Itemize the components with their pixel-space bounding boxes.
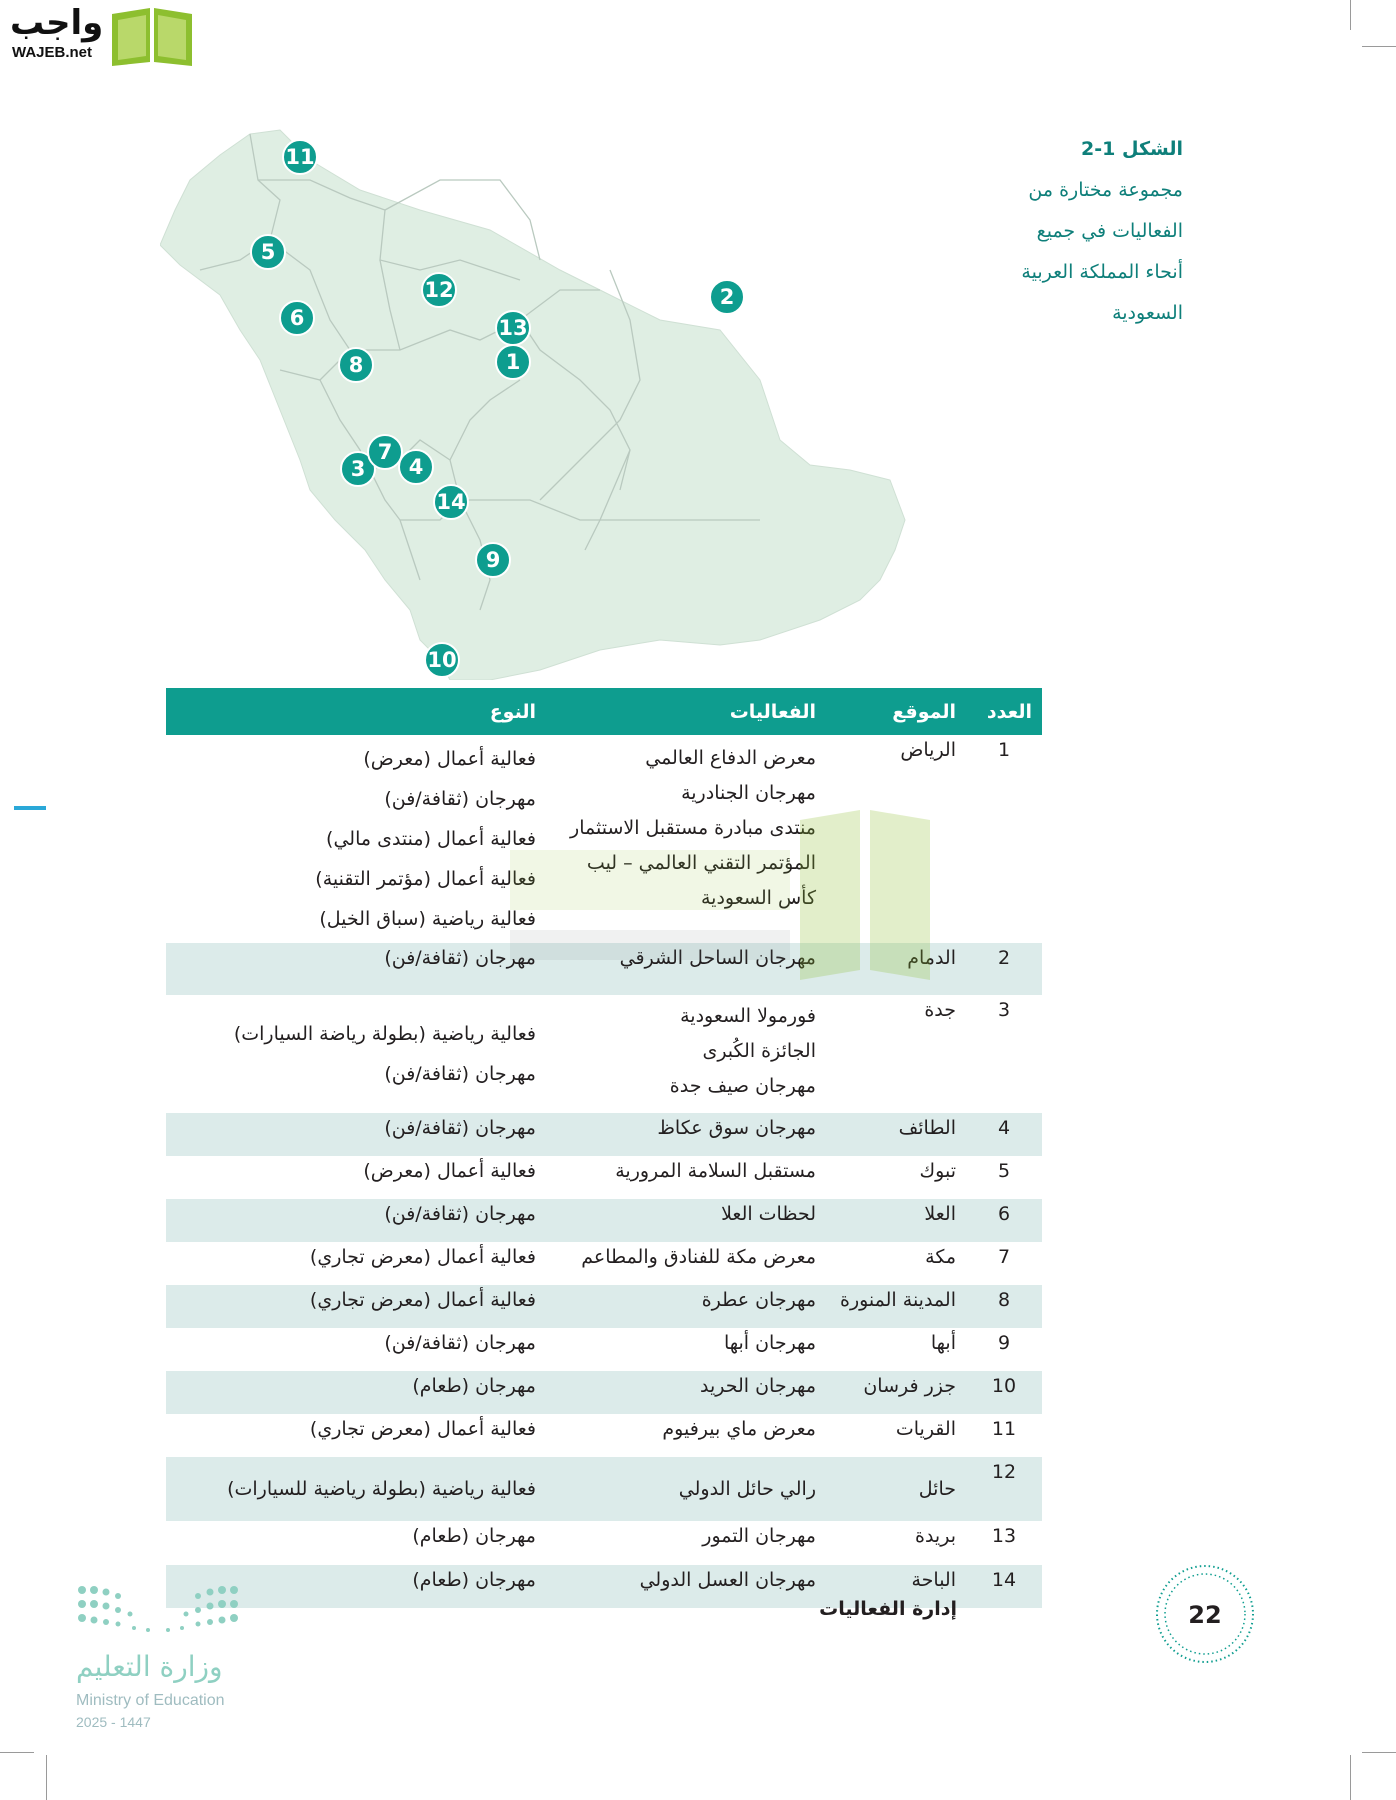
row-activities: مهرجان أبها [723,1332,816,1354]
row-types: مهرجان (طعام) [166,1565,546,1608]
events-table [166,688,1042,1608]
crop-mark [1362,46,1396,47]
row-num: 8 [966,1285,1042,1328]
row-location: أبها [930,1332,956,1354]
row-location: القريات [895,1418,956,1440]
svg-text:13: 13 [498,316,528,340]
table-row [166,1242,1042,1285]
section-title: إدارة الفعاليات [819,1598,957,1620]
map-pin [399,450,433,484]
row-location: بريدة [915,1525,956,1547]
row-location: المدينة المنورة [826,1285,966,1328]
row-types [166,735,546,943]
map-pin [476,543,510,577]
row-num: 3 [997,999,1011,1021]
svg-text:7: 7 [377,440,393,464]
caption-line: السعودية [1112,302,1183,324]
header-num: العدد [966,688,1042,735]
map-pin [496,345,530,379]
ministry-name-ar: وزارة التعليم [76,1650,223,1683]
logo-brand-ar: واجب [10,3,104,43]
map-pin [434,485,468,519]
figure-label: الشكل 1-2 [1081,138,1183,160]
map-pin [496,311,530,345]
page-number: 22 [1188,1601,1222,1629]
svg-text:5: 5 [260,240,276,264]
ministry-logo [74,1580,264,1730]
ministry-name-en: Ministry of Education [76,1692,225,1709]
crop-mark [46,1755,47,1800]
header-type: النوع [166,688,546,735]
margin-marker [14,806,46,810]
crop-mark [1362,1752,1396,1753]
row-types: مهرجان (طعام) [166,1371,546,1414]
map-pin [280,301,314,335]
row-activities: معرض مكة للفنادق والمطاعم [581,1246,816,1268]
row-activities: معرض ماي بيرفيوم [662,1418,816,1440]
activity-item: الجائزة الكُبرى [702,1040,816,1062]
type-item: مهرجان (ثقافة/فن) [384,788,536,810]
type-item: فعالية أعمال (معرض) [363,748,536,770]
map-pin [425,643,459,677]
crop-mark [1350,1755,1351,1800]
row-num: 9 [997,1332,1011,1354]
table-header-row [166,688,1042,735]
type-item: فعالية أعمال (منتدى مالي) [326,828,536,850]
row-types: فعالية أعمال (معرض تجاري) [309,1418,536,1440]
row-types: مهرجان (ثقافة/فن) [166,943,546,995]
type-item: فعالية أعمال (مؤتمر التقنية) [315,868,536,890]
row-activities: مهرجان عطرة [546,1285,826,1328]
type-item: فعالية رياضية (سباق الخيل) [319,908,536,930]
row-activities: مهرجان الحريد [546,1371,826,1414]
table-row [166,1414,1042,1457]
activity-item: فورمولا السعودية [680,1005,816,1027]
crop-mark [1350,0,1351,30]
table-row [166,995,1042,1113]
row-location: الطائف [826,1113,966,1156]
row-location: العلا [826,1199,966,1242]
ministry-dots-icon [74,1580,244,1640]
row-types: مهرجان (ثقافة/فن) [166,1113,546,1156]
map-pin [339,348,373,382]
table-row [166,943,1042,995]
row-location: الدمام [826,943,966,995]
row-num: 11 [991,1418,1017,1440]
row-types: فعالية رياضية (بطولة رياضية للسيارات) [166,1457,546,1521]
type-item: مهرجان (ثقافة/فن) [384,1063,536,1085]
row-activities: مستقبل السلامة المرورية [615,1160,816,1182]
table-row [166,1521,1042,1565]
ministry-year: 2025 - 1447 [76,1714,151,1730]
row-activities: لحظات العلا [546,1199,826,1242]
row-types: فعالية أعمال (معرض تجاري) [166,1285,546,1328]
row-activities: مهرجان التمور [702,1525,816,1547]
row-activities [546,995,826,1113]
page-number-badge [1153,1562,1257,1666]
svg-text:11: 11 [285,145,315,169]
table-row [166,735,1042,943]
row-num: 13 [991,1525,1017,1547]
svg-text:2: 2 [719,285,735,309]
row-num: 7 [997,1246,1011,1268]
row-num: 10 [966,1371,1042,1414]
row-location: الباحة [826,1565,966,1608]
svg-text:14: 14 [436,490,466,514]
row-num: 4 [966,1113,1042,1156]
row-location: مكة [925,1246,956,1268]
table-row [166,1199,1042,1242]
map-pin [422,273,456,307]
row-types [166,995,546,1113]
svg-text:6: 6 [289,306,305,330]
row-activities: مهرجان العسل الدولي [546,1565,826,1608]
row-num: 6 [966,1199,1042,1242]
table-row [166,1156,1042,1199]
row-types: مهرجان (ثقافة/فن) [166,1199,546,1242]
map-pin [251,235,285,269]
row-location: حائل [826,1457,966,1521]
activity-item: معرض الدفاع العالمي [645,747,816,769]
row-types: مهرجان (طعام) [412,1525,536,1547]
svg-text:9: 9 [485,548,501,572]
table-row [166,1328,1042,1371]
caption-line: أنحاء المملكة العربية [1021,261,1183,283]
activity-item: مهرجان الجنادرية [681,782,816,804]
row-location: الرياض [900,739,956,761]
row-types: مهرجان (ثقافة/فن) [384,1332,536,1354]
row-num: 5 [997,1160,1011,1182]
row-num: 14 [966,1565,1042,1608]
table-row [166,1285,1042,1328]
logo-brand-en: WAJEB.net [12,44,93,61]
type-item: فعالية رياضية (بطولة رياضة السيارات) [233,1023,536,1045]
svg-text:10: 10 [427,648,457,672]
svg-text:3: 3 [350,457,366,481]
row-num: 2 [966,943,1042,995]
map-landmass [160,130,905,680]
caption-line: مجموعة مختارة من [1028,179,1183,201]
table-row [166,1113,1042,1156]
svg-text:4: 4 [408,455,424,479]
table-row [166,1371,1042,1414]
header-activities: الفعاليات [546,688,826,735]
row-activities: رالي حائل الدولي [546,1457,826,1521]
svg-text:12: 12 [424,278,454,302]
header-location: الموقع [826,688,966,735]
map-pin [710,280,744,314]
row-types: فعالية أعمال (معرض) [363,1160,536,1182]
activity-item: كأس السعودية [700,887,816,909]
table-row [166,1457,1042,1521]
map-pin [283,140,317,174]
row-activities: مهرجان سوق عكاظ [546,1113,826,1156]
row-num: 1 [997,739,1011,761]
activity-item: مهرجان صيف جدة [669,1075,816,1097]
map-pin [368,435,402,469]
caption-line: الفعاليات في جميع [1036,220,1183,242]
wajeb-logo[interactable] [10,4,192,66]
row-activities: مهرجان الساحل الشرقي [546,943,826,995]
row-location: تبوك [919,1160,956,1182]
row-location: جزر فرسان [826,1371,966,1414]
crop-mark [0,1752,34,1753]
svg-text:1: 1 [505,350,521,374]
activity-item: منتدى مبادرة مستقبل الاستثمار [570,817,816,839]
row-types: فعالية أعمال (معرض تجاري) [309,1246,536,1268]
row-location: جدة [924,999,956,1021]
saudi-map [160,120,1000,680]
svg-text:8: 8 [348,353,364,377]
row-activities [546,735,826,943]
row-num: 12 [966,1457,1042,1521]
activity-item: المؤتمر التقني العالمي – ليب [586,852,816,874]
open-book-icon [106,4,198,66]
